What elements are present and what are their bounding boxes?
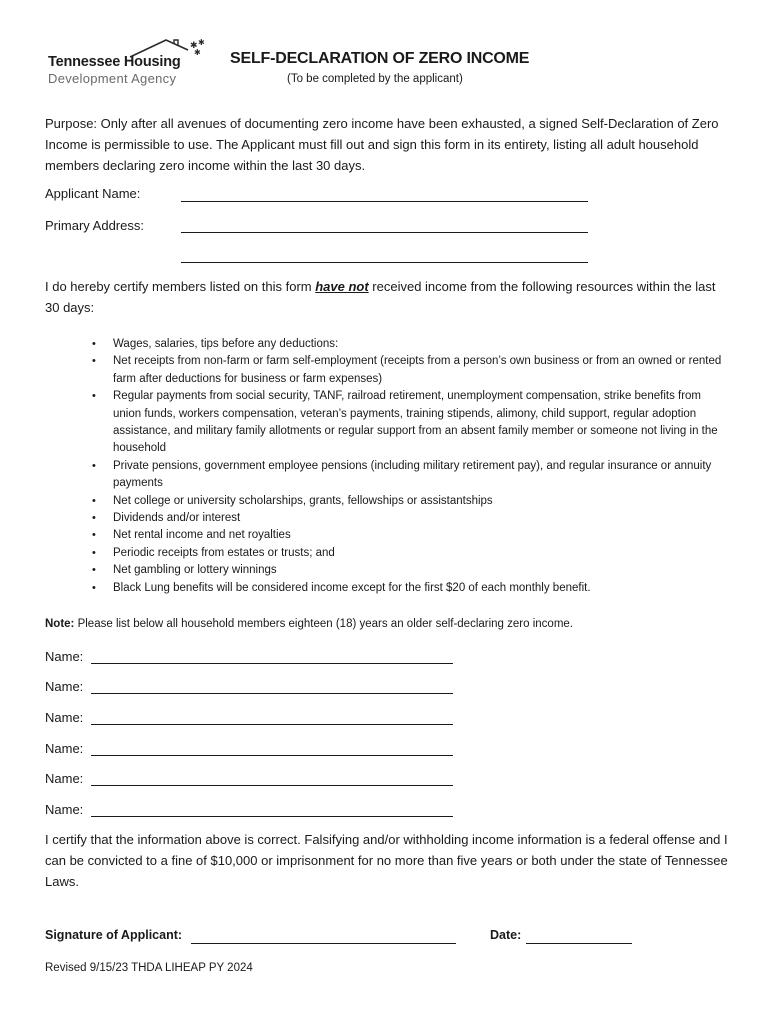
list-item: • Net college or university scholarships, grants, fellowships or assistantships [113,493,723,510]
certify-text-after: received income from the following resources within the last 30 days: [45,279,716,315]
logo-text-line2: Development Agency [48,71,177,86]
certify-emphasis: have not [315,279,369,294]
name-label: Name: [45,710,84,725]
name-field[interactable] [91,724,453,725]
list-item: • Wages, salaries, tips before any deductions: [113,336,723,353]
primary-address-field-line1[interactable] [181,232,588,233]
signature-field[interactable] [191,943,456,944]
list-item: • Black Lung benefits will be considered income except for the first $20 of each monthly benefit. [113,580,723,597]
name-field[interactable] [91,816,453,817]
applicant-name-label: Applicant Name: [45,186,141,201]
applicant-name-field[interactable] [181,201,588,202]
thda-logo [46,38,216,90]
list-item: • Periodic receipts from estates or trusts; and [113,545,723,562]
list-item: • Dividends and/or interest [113,510,723,527]
certification-paragraph: I certify that the information above is correct. Falsifying and/or withholding income information is a federal offense and I can be convicted to a fine of $10,000 or imprisonment for no more than five years or both under the state of Tennessee Laws. [45,832,728,889]
list-item: • Regular payments from social security, TANF, railroad retirement, unemployment compensation, strike benefits from union funds, workers compensation, veteran’s payments, training stipends, alimony, child support, regular adoption assistance, and military family allotments or regular support from an absent family member or someone not living in the household [113,388,723,458]
list-item: • Private pensions, government employee pensions (including military retirement pay), and regular insurance or annuity payments [113,458,723,493]
list-item: • Net receipts from non-farm or farm self-employment (receipts from a person’s own business or from an owned or rented farm after deductions for business or farm expenses) [113,353,723,388]
signature-label: Signature of Applicant: [45,928,183,942]
name-field[interactable] [91,663,453,664]
name-field[interactable] [91,755,453,756]
purpose-paragraph: Purpose: Only after all avenues of documenting zero income have been exhausted, a signed Self-Declaration of Zero Income is permissible to use. The Applicant must fill out and sign this form in its entirety, listing all adult household members declaring zero income within the last 30 days. [45,116,719,173]
form-title: SELF-DECLARATION OF ZERO INCOME [230,50,530,67]
income-resources-list [113,336,723,597]
note-body: Please list below all household members eighteen (18) years an older self-declaring zero income. [74,618,573,630]
date-label: Date: [490,928,522,942]
name-label: Name: [45,649,84,664]
certify-text-before: I do hereby certify members listed on this form [45,279,316,294]
list-item: • Net rental income and net royalties [113,527,723,544]
name-field[interactable] [91,693,453,694]
svg-text:✱: ✱ [198,38,205,47]
name-label: Name: [45,802,84,817]
logo-text-line1: Tennessee Housing [48,54,181,70]
name-label: Name: [45,771,84,786]
svg-text:✱: ✱ [190,41,198,51]
certify-statement [45,276,730,318]
name-label: Name: [45,741,84,756]
revision-footer: Revised 9/15/23 THDA LIHEAP PY 2024 [45,962,253,974]
form-subtitle: (To be completed by the applicant) [287,73,463,85]
name-field[interactable] [91,785,453,786]
note-text [45,618,573,630]
primary-address-field-line2[interactable] [181,262,588,263]
name-label: Name: [45,679,84,694]
list-item: • Net gambling or lottery winnings [113,562,723,579]
primary-address-label: Primary Address: [45,218,144,233]
note-label: Note: [45,618,75,630]
date-field[interactable] [526,943,632,944]
svg-text:✱: ✱ [194,48,201,57]
